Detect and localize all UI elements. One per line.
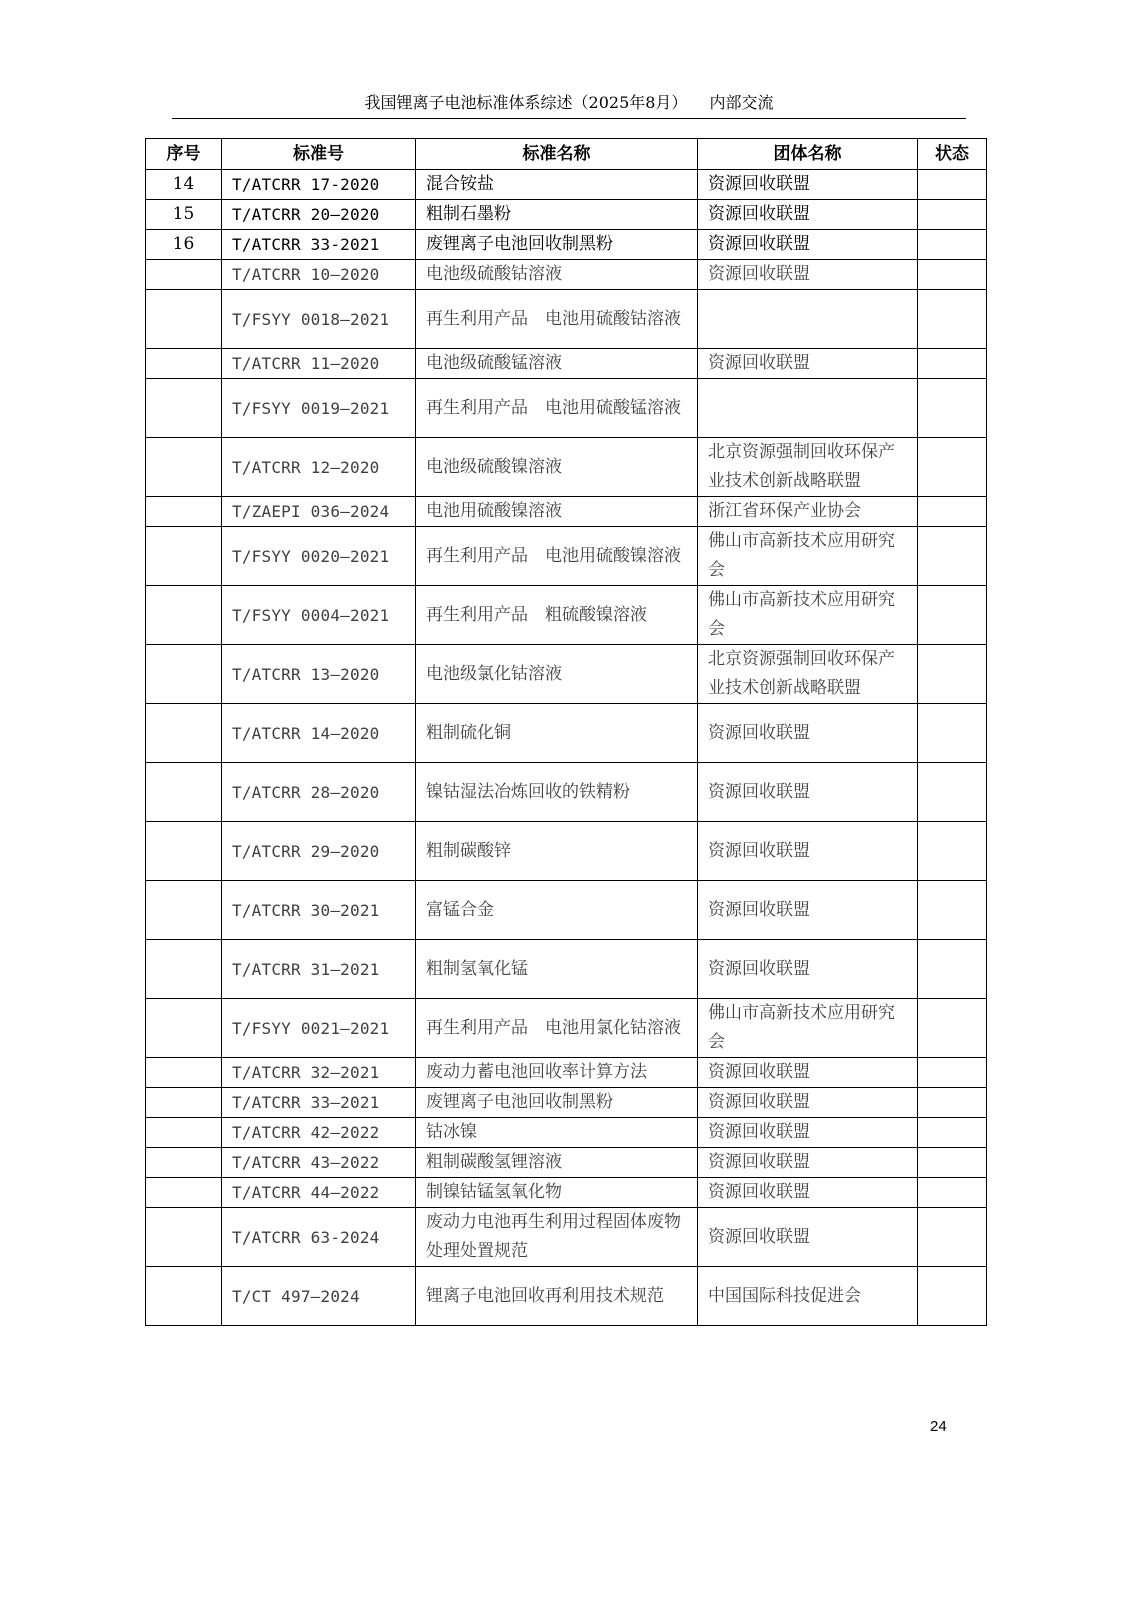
cell-organization: 资源回收联盟 [698, 349, 918, 379]
header-title: 我国锂离子电池标准体系综述（2025年8月） [364, 93, 688, 112]
page-number: 24 [930, 1418, 947, 1435]
cell-standard-name: 锂离子电池回收再利用技术规范 [416, 1267, 698, 1326]
table-row [146, 1058, 987, 1088]
cell-standard-name: 废动力蓄电池回收率计算方法 [416, 1058, 698, 1088]
cell-standard-code: T/ATCRR 33—2021 [222, 1088, 416, 1118]
cell-organization: 资源回收联盟 [698, 230, 918, 260]
cell-organization: 浙江省环保产业协会 [698, 497, 918, 527]
cell-number: 16 [146, 230, 222, 260]
cell-standard-name: 废锂离子电池回收制黑粉 [416, 1088, 698, 1118]
cell-standard-code: T/ATCRR 12—2020 [222, 438, 416, 497]
cell-number [146, 260, 222, 290]
cell-organization: 资源回收联盟 [698, 1178, 918, 1208]
table-row [146, 940, 987, 999]
cell-standard-code: T/FSYY 0021—2021 [222, 999, 416, 1058]
cell-number [146, 1088, 222, 1118]
cell-standard-code: T/ATCRR 44—2022 [222, 1178, 416, 1208]
cell-standard-code: T/ATCRR 43—2022 [222, 1148, 416, 1178]
table-row [146, 290, 987, 349]
cell-organization: 资源回收联盟 [698, 940, 918, 999]
cell-status [918, 1148, 987, 1178]
cell-standard-name: 电池用硫酸镍溶液 [416, 497, 698, 527]
standards-table [145, 138, 987, 1326]
cell-standard-name: 粗制碳酸锌 [416, 822, 698, 881]
cell-organization: 资源回收联盟 [698, 170, 918, 200]
table-row [146, 379, 987, 438]
cell-status [918, 586, 987, 645]
cell-standard-name: 电池级氯化钴溶液 [416, 645, 698, 704]
table-row [146, 881, 987, 940]
cell-standard-name: 粗制硫化铜 [416, 704, 698, 763]
table-row [146, 527, 987, 586]
table-row [146, 200, 987, 230]
cell-number [146, 1148, 222, 1178]
cell-status [918, 645, 987, 704]
table-row [146, 1088, 987, 1118]
cell-standard-code: T/ATCRR 13—2020 [222, 645, 416, 704]
cell-number [146, 940, 222, 999]
cell-status [918, 1088, 987, 1118]
cell-status [918, 822, 987, 881]
table-row [146, 1178, 987, 1208]
cell-status [918, 940, 987, 999]
cell-organization: 资源回收联盟 [698, 1058, 918, 1088]
cell-number [146, 379, 222, 438]
cell-number [146, 290, 222, 349]
cell-standard-name: 电池级硫酸锰溶液 [416, 349, 698, 379]
cell-status [918, 1118, 987, 1148]
cell-status [918, 379, 987, 438]
cell-standard-name: 废动力电池再生利用过程固体废物处理处置规范 [416, 1208, 698, 1267]
cell-standard-code: T/FSYY 0020—2021 [222, 527, 416, 586]
cell-organization: 北京资源强制回收环保产业技术创新战略联盟 [698, 645, 918, 704]
cell-standard-code: T/ATCRR 31—2021 [222, 940, 416, 999]
cell-standard-code: T/ATCRR 28—2020 [222, 763, 416, 822]
cell-status [918, 497, 987, 527]
cell-number [146, 1178, 222, 1208]
cell-number [146, 1267, 222, 1326]
cell-standard-code: T/ATCRR 33-2021 [222, 230, 416, 260]
cell-status [918, 1058, 987, 1088]
cell-standard-code: T/ZAEPI 036—2024 [222, 497, 416, 527]
cell-standard-name: 粗制氢氧化锰 [416, 940, 698, 999]
table-header-row [146, 139, 987, 170]
cell-organization: 中国国际科技促进会 [698, 1267, 918, 1326]
cell-number [146, 763, 222, 822]
page-header [172, 88, 966, 119]
cell-standard-code: T/ATCRR 32—2021 [222, 1058, 416, 1088]
cell-organization: 佛山市高新技术应用研究会 [698, 999, 918, 1058]
table-row [146, 704, 987, 763]
table-row [146, 1267, 987, 1326]
table-row [146, 497, 987, 527]
cell-standard-name: 再生利用产品 粗硫酸镍溶液 [416, 586, 698, 645]
cell-standard-name: 粗制碳酸氢锂溶液 [416, 1148, 698, 1178]
cell-organization: 资源回收联盟 [698, 822, 918, 881]
cell-standard-name: 镍钴湿法冶炼回收的铁精粉 [416, 763, 698, 822]
cell-status [918, 1208, 987, 1267]
table-row [146, 586, 987, 645]
cell-standard-name: 电池级硫酸镍溶液 [416, 438, 698, 497]
cell-standard-code: T/ATCRR 17-2020 [222, 170, 416, 200]
cell-number [146, 645, 222, 704]
cell-number: 15 [146, 200, 222, 230]
cell-organization: 资源回收联盟 [698, 704, 918, 763]
cell-standard-name: 混合铵盐 [416, 170, 698, 200]
cell-status [918, 290, 987, 349]
table-row [146, 1118, 987, 1148]
cell-standard-name: 再生利用产品 电池用硫酸镍溶液 [416, 527, 698, 586]
table-row [146, 999, 987, 1058]
cell-standard-code: T/FSYY 0018—2021 [222, 290, 416, 349]
cell-number: 14 [146, 170, 222, 200]
cell-status [918, 527, 987, 586]
cell-status [918, 1267, 987, 1326]
cell-standard-name: 电池级硫酸钴溶液 [416, 260, 698, 290]
cell-organization: 资源回收联盟 [698, 881, 918, 940]
cell-organization: 资源回收联盟 [698, 260, 918, 290]
cell-number [146, 1118, 222, 1148]
cell-organization [698, 290, 918, 349]
cell-standard-name: 制镍钴锰氢氧化物 [416, 1178, 698, 1208]
cell-number [146, 527, 222, 586]
cell-number [146, 881, 222, 940]
cell-organization: 佛山市高新技术应用研究会 [698, 586, 918, 645]
cell-standard-code: T/ATCRR 11—2020 [222, 349, 416, 379]
column-header-standard-code: 标准号 [222, 139, 416, 170]
table-row [146, 438, 987, 497]
cell-organization: 资源回收联盟 [698, 1148, 918, 1178]
column-header-standard-name: 标准名称 [416, 139, 698, 170]
column-header-number: 序号 [146, 139, 222, 170]
table-row [146, 1148, 987, 1178]
table-row [146, 645, 987, 704]
cell-status [918, 763, 987, 822]
cell-organization: 资源回收联盟 [698, 1208, 918, 1267]
cell-status [918, 438, 987, 497]
cell-status [918, 260, 987, 290]
table-row [146, 349, 987, 379]
header-note: 内部交流 [709, 93, 774, 112]
cell-number [146, 1058, 222, 1088]
cell-standard-code: T/ATCRR 14—2020 [222, 704, 416, 763]
cell-status [918, 200, 987, 230]
cell-status [918, 349, 987, 379]
table-row [146, 230, 987, 260]
cell-status [918, 170, 987, 200]
table-row [146, 260, 987, 290]
cell-organization: 资源回收联盟 [698, 200, 918, 230]
cell-status [918, 230, 987, 260]
cell-status [918, 704, 987, 763]
column-header-organization: 团体名称 [698, 139, 918, 170]
cell-number [146, 1208, 222, 1267]
cell-organization: 资源回收联盟 [698, 1088, 918, 1118]
column-header-status: 状态 [918, 139, 987, 170]
cell-standard-code: T/ATCRR 42—2022 [222, 1118, 416, 1148]
cell-number [146, 438, 222, 497]
cell-standard-name: 钴冰镍 [416, 1118, 698, 1148]
table-row [146, 763, 987, 822]
cell-standard-name: 再生利用产品 电池用硫酸钴溶液 [416, 290, 698, 349]
table-row [146, 822, 987, 881]
cell-number [146, 999, 222, 1058]
cell-standard-name: 废锂离子电池回收制黑粉 [416, 230, 698, 260]
cell-standard-code: T/ATCRR 30—2021 [222, 881, 416, 940]
cell-standard-name: 富锰合金 [416, 881, 698, 940]
cell-status [918, 1178, 987, 1208]
cell-standard-code: T/ATCRR 20—2020 [222, 200, 416, 230]
table-row [146, 1208, 987, 1267]
cell-number [146, 349, 222, 379]
cell-number [146, 586, 222, 645]
table-row [146, 170, 987, 200]
cell-organization: 资源回收联盟 [698, 763, 918, 822]
cell-status [918, 999, 987, 1058]
cell-organization: 资源回收联盟 [698, 1118, 918, 1148]
cell-standard-name: 再生利用产品 电池用硫酸锰溶液 [416, 379, 698, 438]
cell-standard-name: 粗制石墨粉 [416, 200, 698, 230]
cell-standard-code: T/CT 497—2024 [222, 1267, 416, 1326]
cell-standard-code: T/ATCRR 63-2024 [222, 1208, 416, 1267]
cell-standard-code: T/ATCRR 10—2020 [222, 260, 416, 290]
cell-number [146, 822, 222, 881]
cell-organization: 佛山市高新技术应用研究会 [698, 527, 918, 586]
cell-standard-name: 再生利用产品 电池用氯化钴溶液 [416, 999, 698, 1058]
cell-organization [698, 379, 918, 438]
cell-number [146, 497, 222, 527]
cell-status [918, 881, 987, 940]
cell-standard-code: T/FSYY 0019—2021 [222, 379, 416, 438]
cell-standard-code: T/ATCRR 29—2020 [222, 822, 416, 881]
cell-number [146, 704, 222, 763]
cell-standard-code: T/FSYY 0004—2021 [222, 586, 416, 645]
cell-organization: 北京资源强制回收环保产业技术创新战略联盟 [698, 438, 918, 497]
